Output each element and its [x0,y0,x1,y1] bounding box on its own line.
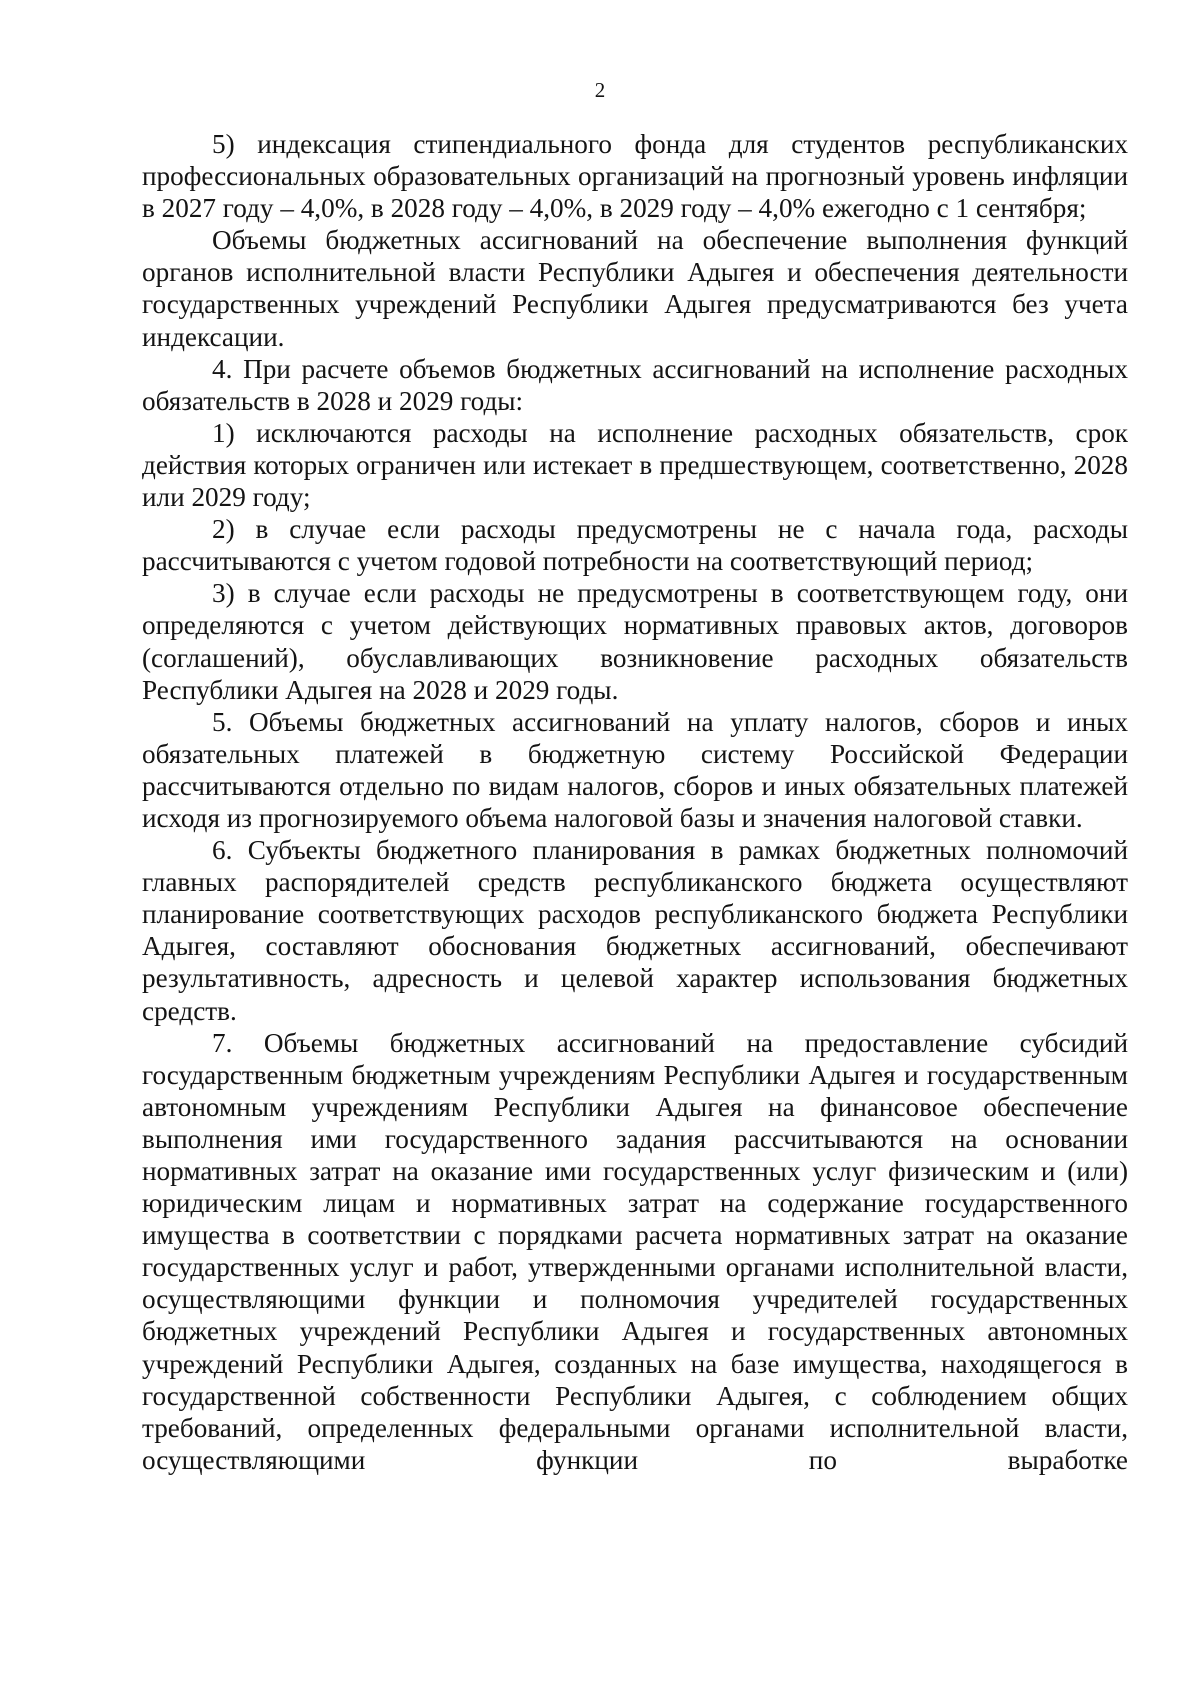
paragraph-item-5-stipend-indexation: 5) индексация стипендиального фонда для студентов республиканских профессиональных образовательных организаций на прогнозный уровень инфляции в 2027 году – 4,0%, в 2028 году – 4,0%, в 2029 году – 4,0% ежегодно с 1 сентября; [142,129,1128,224]
paragraph-section-4-intro: 4. При расчете объемов бюджетных ассигнований на исполнение расходных обязательств в 2028 и 2029 годы: [142,353,1128,416]
paragraph-item-2-annual-need: 2) в случае если расходы предусмотрены не с начала года, расходы рассчитываются с учетом годовой потребности на соответствующий период; [142,514,1128,577]
paragraph-section-5-taxes: 5. Объемы бюджетных ассигнований на уплату налогов, сборов и иных обязательных платежей в бюджетную систему Российской Федерации рассчитываются отдельно по видам налогов, сборов и иных обязательных платежей исходя из прогнозируемого объема налоговой базы и значения налоговой ставки. [142,706,1128,833]
paragraph-item-3-legal-acts: 3) в случае если расходы не предусмотрены в соответствующем году, они определяются с учетом действующих нормативных правовых актов, договоров (соглашений), обуславливающих возникновение расходных обязательств Республики Адыгея на 2028 и 2029 годы. [142,578,1128,705]
paragraph-no-indexation: Объемы бюджетных ассигнований на обеспечение выполнения функций органов исполнительной власти Республики Адыгея и обеспечения деятельности государственных учреждений Республики Адыгея предусматриваются без учета индексации. [142,225,1128,352]
paragraph-item-1-excluded-expenses: 1) исключаются расходы на исполнение расходных обязательств, срок действия которых ограничен или истекает в предшествующем, соответственно, 2028 или 2029 году; [142,417,1128,513]
paragraph-section-6-planning-subjects: 6. Субъекты бюджетного планирования в рамках бюджетных полномочий главных распорядителей средств республиканского бюджета осуществляют планирование соответствующих расходов республиканского бюджета Республики Адыгея, составляют обоснования бюджетных ассигнований, обеспечивают результативность, адресность и целевой характер использования бюджетных средств. [142,835,1128,1026]
paragraph-section-7-subsidies: 7. Объемы бюджетных ассигнований на предоставление субсидий государственным бюджетным учреждениям Республики Адыгея и государственным автономным учреждениям Республики Адыгея на финансовое обеспечение выполнения ими государственного задания рассчитываются на основании нормативных затрат на оказание ими государственных услуг физическим и (или) юридическим лицам и нормативных затрат на содержание государственного имущества в соответствии с порядками расчета нормативных затрат на оказание государственных услуг и работ, утвержденными органами исполнительной власти, осуществляющими функции и полномочия учредителей государственных бюджетных учреждений Республики Адыгея и государственных автономных учреждений Республики Адыгея, созданных на базе имущества, находящегося в государственной собственности Республики Адыгея, с соблюдением общих требований, определенных федеральными органами исполнительной власти, осуществляющими функции по выработке [142,1027,1128,1475]
document-body [142,128,1128,1476]
page-number: 2 [594,78,606,102]
